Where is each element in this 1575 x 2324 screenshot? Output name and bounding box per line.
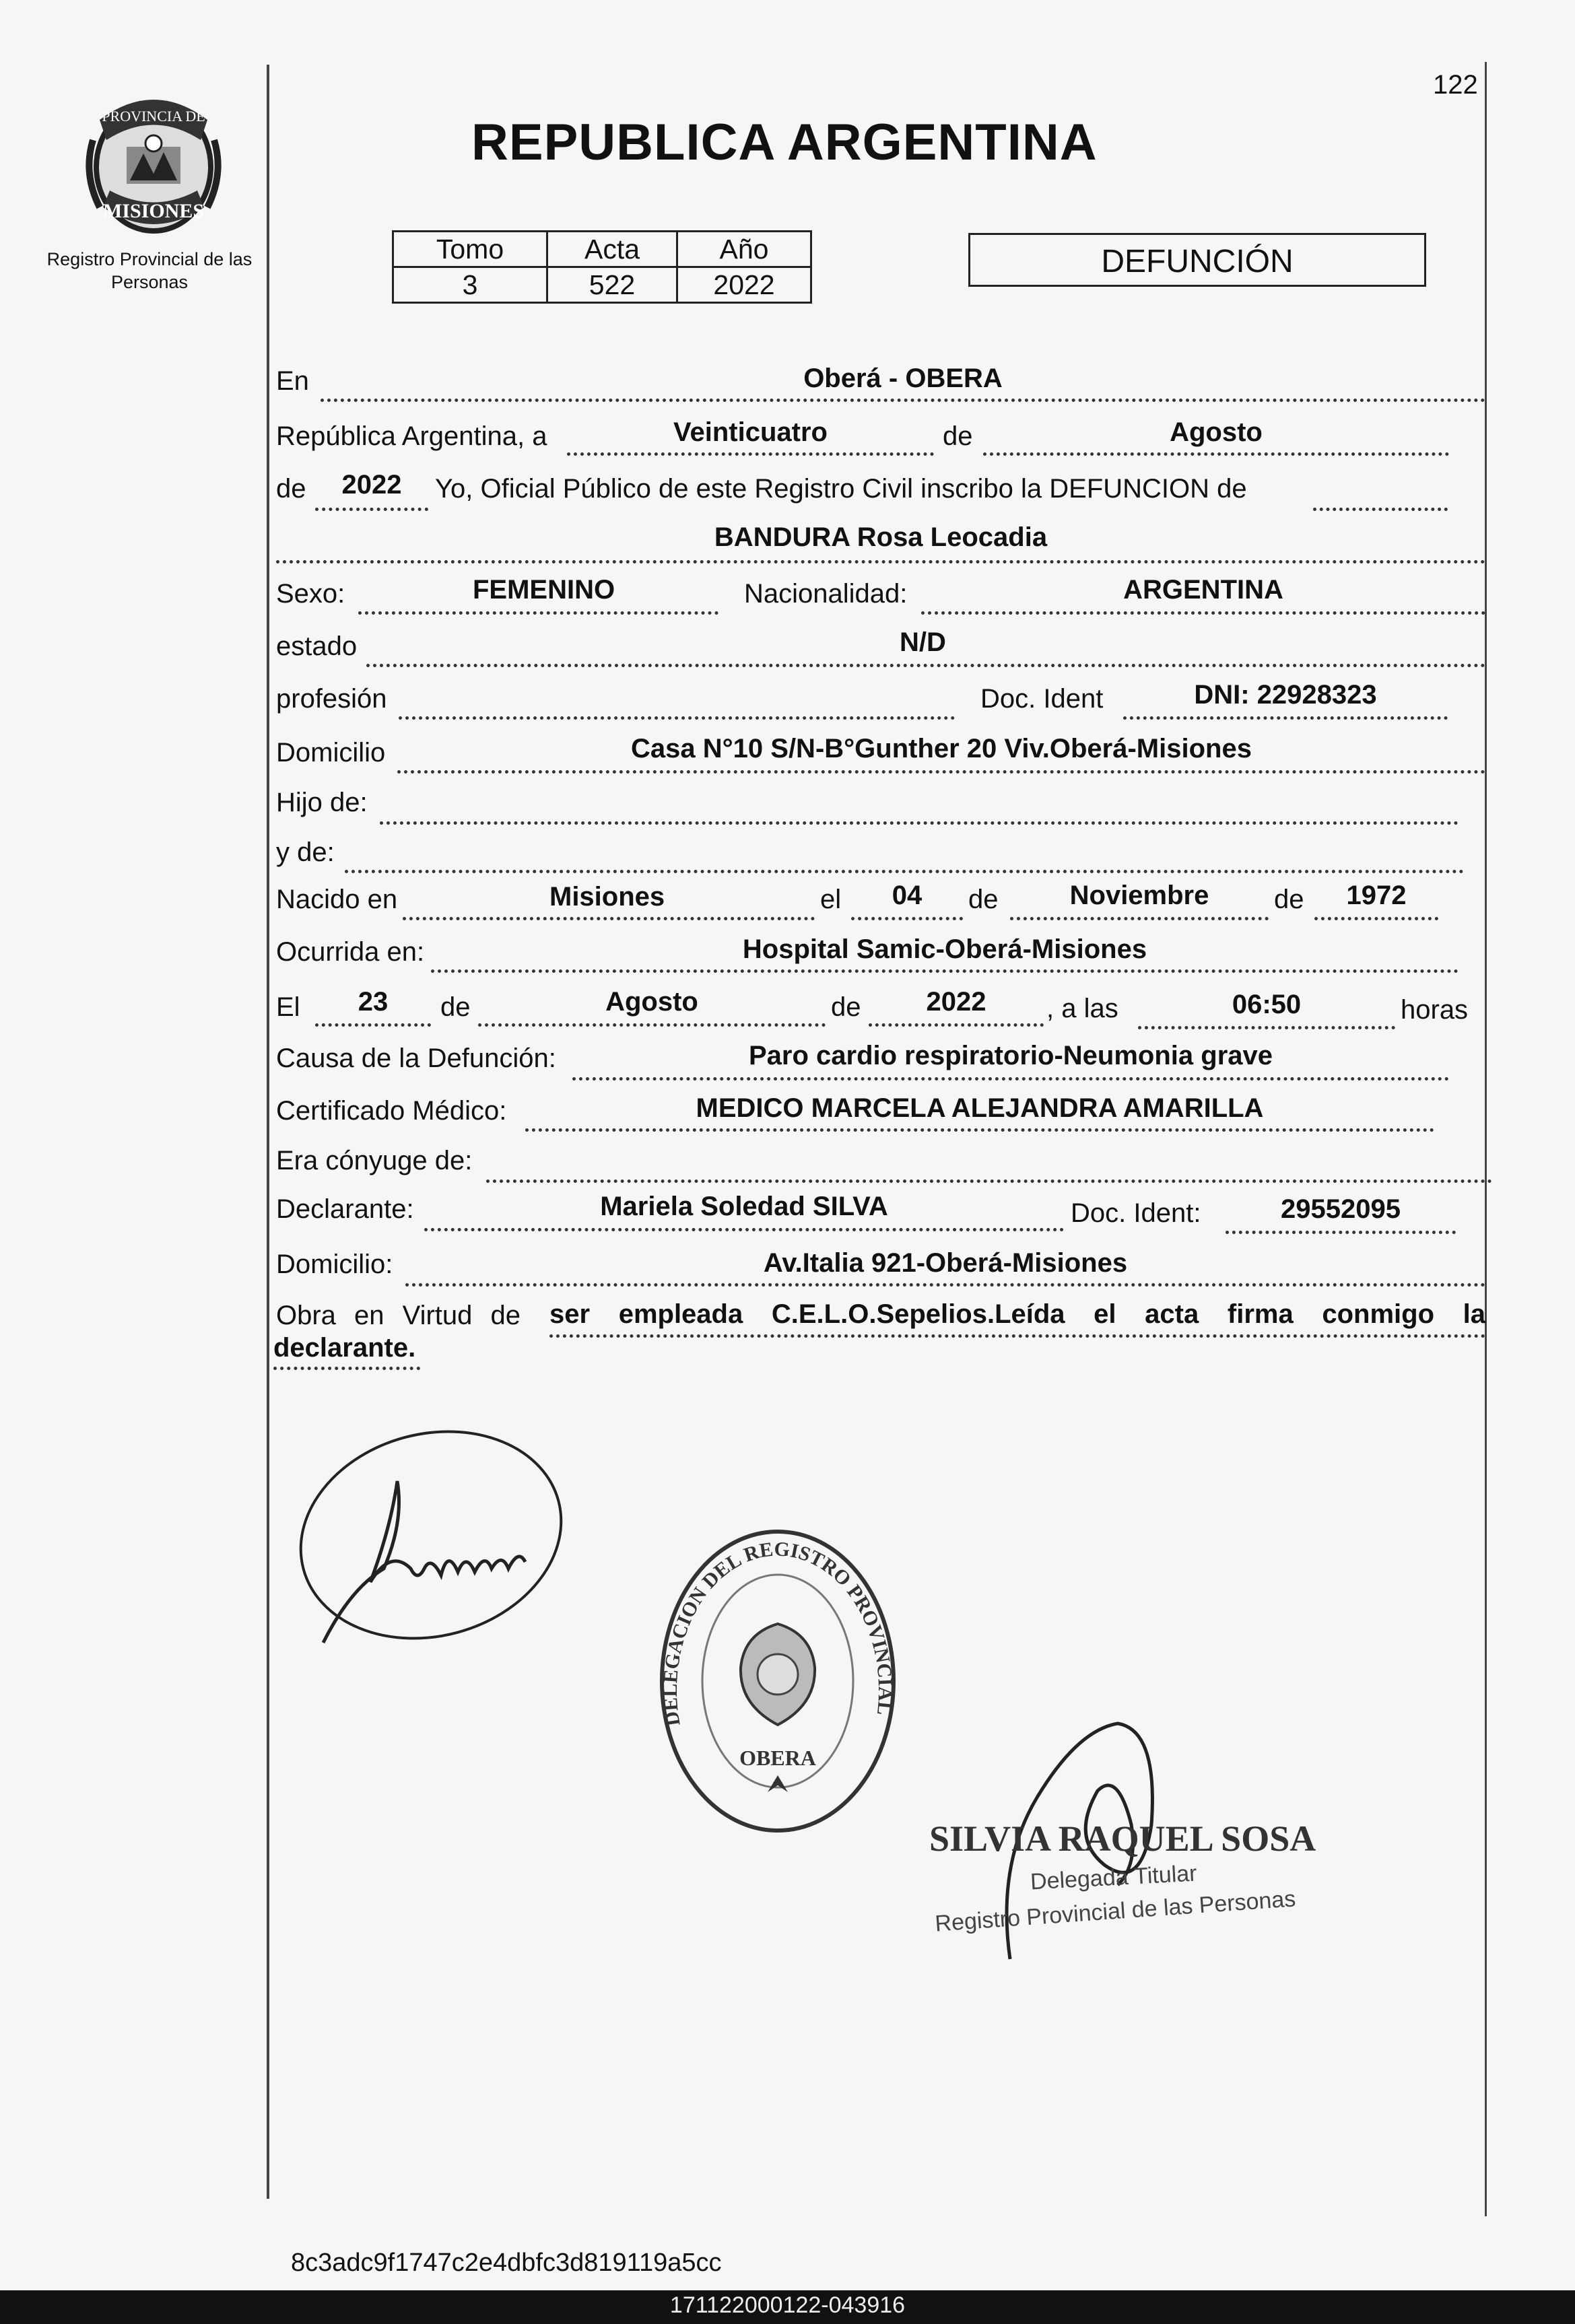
estado-value: N/D (900, 627, 946, 657)
conyuge-label: Era cónyuge de: (276, 1146, 473, 1175)
tomo-header: Tomo (393, 232, 547, 267)
de-label-1: de (943, 421, 973, 451)
estado-label: estado (276, 631, 358, 661)
en-label: En (276, 366, 309, 396)
document-hash: 8c3adc9f1747c2e4dbfc3d819119a5cc (291, 2249, 722, 2277)
domicilio-value: Casa N°10 S/N-B°Gunther 20 Viv.Oberá-Misiones (631, 734, 1252, 763)
page-title: REPUBLICA ARGENTINA (471, 114, 1098, 171)
de-label-3: de (968, 885, 999, 914)
record-type-box: DEFUNCIÓN (968, 233, 1426, 287)
obra-value-2: declarante. (273, 1333, 416, 1363)
month-value: Agosto (1170, 417, 1263, 447)
obra-value-1: ser empleada C.E.L.O.Sepelios.Leída el acta firma conmigo la (549, 1299, 1485, 1329)
anio-header: Año (677, 232, 811, 267)
sexo-value: FEMENINO (473, 575, 615, 605)
inscribo-line (1313, 479, 1448, 511)
declarante-value: Mariela Soledad SILVA (600, 1192, 888, 1221)
certificado-value: MEDICO MARCELA ALEJANDRA AMARILLA (696, 1093, 1264, 1123)
nacionalidad-value: ARGENTINA (1123, 575, 1283, 605)
svg-text:MISIONES: MISIONES (102, 200, 205, 222)
official-name: SILVIA RAQUEL SOSA (929, 1818, 1316, 1859)
birth-day-value: 04 (892, 881, 923, 910)
nacido-label: Nacido en (276, 885, 398, 914)
day-value: Veinticuatro (673, 417, 828, 447)
nacido-value: Misiones (549, 882, 665, 912)
page-number: 122 (1433, 70, 1478, 100)
hijo-label: Hijo de: (276, 788, 368, 817)
doc2-value: 29552095 (1281, 1194, 1401, 1224)
death-day-value: 23 (358, 987, 389, 1017)
de-label-4: de (1274, 885, 1304, 914)
declarant-signature (290, 1414, 572, 1670)
domicilio2-value: Av.Italia 921-Oberá-Misiones (763, 1248, 1128, 1278)
barcode-text: 171122000122-043916 (669, 2292, 906, 2318)
alas-label: , a las (1046, 994, 1118, 1023)
official-role: Delegada Titular (1030, 1860, 1198, 1895)
profesion-label: profesión (276, 684, 387, 714)
de-label-2: de (276, 474, 306, 504)
tomo-value: 3 (393, 267, 547, 303)
hijo-line (380, 793, 1459, 825)
causa-label: Causa de la Defunción: (276, 1044, 556, 1073)
registry-name: Registro Provincial de las Personas (46, 249, 253, 292)
domicilio2-label: Domicilio: (276, 1250, 393, 1279)
official-stamp (653, 1523, 902, 1839)
acta-header: Acta (547, 232, 677, 267)
birth-year-value: 1972 (1346, 881, 1407, 910)
domicilio-label: Domicilio (276, 738, 386, 767)
el-label: el (820, 885, 842, 914)
en-value: Oberá - OBERA (803, 364, 1003, 393)
province-seal-logo (79, 79, 228, 234)
doc-ident-label: Doc. Ident (980, 684, 1104, 714)
sexo-label: Sexo: (276, 579, 345, 609)
republica-label: República Argentina, a (276, 421, 547, 451)
acta-value: 522 (547, 267, 677, 303)
deceased-name: BANDURA Rosa Leocadia (714, 522, 1048, 552)
reference-table (392, 230, 812, 304)
ocurrida-value: Hospital Samic-Oberá-Misiones (742, 934, 1147, 964)
profesion-line (399, 688, 955, 720)
anio-value: 2022 (677, 267, 811, 303)
death-year-value: 2022 (926, 987, 986, 1017)
el2-label: El (276, 992, 300, 1022)
declarante-label: Declarante: (276, 1194, 414, 1224)
official-institution: Registro Provincial de las Personas (934, 1886, 1297, 1937)
stamp-city: OBERA (739, 1746, 816, 1770)
doc2-label: Doc. Ident: (1071, 1198, 1201, 1228)
death-time-value: 06:50 (1232, 990, 1302, 1019)
birth-month-value: Noviembre (1069, 881, 1209, 910)
de-label-6: de (831, 992, 861, 1022)
yde-label: y de: (276, 838, 335, 867)
certificado-label: Certificado Médico: (276, 1096, 507, 1126)
left-margin-line (267, 65, 269, 2199)
yde-line (345, 842, 1464, 873)
nacionalidad-label: Nacionalidad: (744, 579, 908, 609)
horas-label: horas (1401, 995, 1469, 1025)
doc-ident-value: DNI: 22928323 (1194, 680, 1377, 710)
de-label-5: de (440, 992, 471, 1022)
ocurrida-label: Ocurrida en: (276, 937, 425, 967)
death-month-value: Agosto (605, 987, 698, 1017)
stamp-outer-text: DELEGACION DEL REGISTRO PROVINCIAL (659, 1538, 897, 1728)
obra-label: Obra en Virtud de (276, 1301, 521, 1330)
conyuge-line (486, 1151, 1492, 1183)
svg-text:PROVINCIA DE: PROVINCIA DE (102, 108, 205, 125)
year-value: 2022 (341, 470, 402, 500)
causa-value: Paro cardio respiratorio-Neumonia grave (748, 1041, 1273, 1070)
inscribo-text: Yo, Oficial Público de este Registro Civil inscribo la DEFUNCION de (435, 474, 1247, 504)
